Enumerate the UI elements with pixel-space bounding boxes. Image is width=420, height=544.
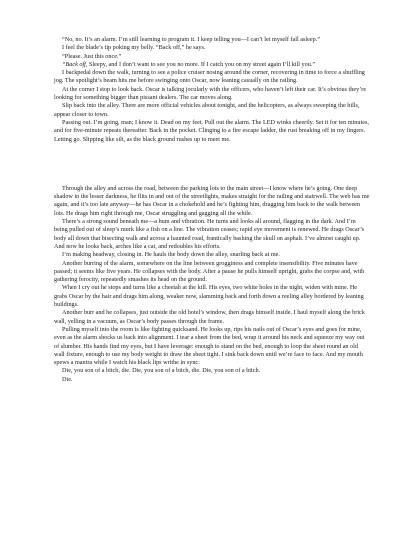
italic-phrase: “Back off xyxy=(62,60,86,68)
paragraph: Another burr and he collapses, just outside the old hotel’s window, then drags himself inside. I haul myself along the brick wall, yelling in a vacuum, as Oscar’s body passes through the frame. xyxy=(54,309,365,325)
paragraph: Passing out. I’m going, man; I know it. Dead on my feet. Pull out the alarm. The LED winks cheerily. Set it for ten minutes, and for five-minute repeats thereafter. Back in the pocket. Clinging to a fire escape ladder, the rust breaking off in my fingers. Letting go. Slipping like silt, as the black ground rushes up to meet me. xyxy=(54,118,369,143)
paragraph-with-italic xyxy=(54,61,370,69)
paragraph-rest: , Sleepy, and I don’t want to see you no more. If I catch you on my street again I’ll kill you.” xyxy=(85,60,316,68)
paragraph: Pulling myself into the room is like fighting quicksand. He looks up, rips his nails out of Oscar’s eyes and goes for mine, even as the alarm shocks us back into alignment. I tear a sheet from the bed, wrap it around his neck and squeeze my way out of slumber. His hands find my eyes, but I have leverage: enough to stand on the bed, enough to loop the sheet round an old wall fixture, enough to use my body weight to draw the sheet tight. I sink back down until we’re face to face. And my mouth spews a mantra while I watch his black lips writhe in sync: xyxy=(54,325,365,367)
paragraph: At the corner I stop to look back. Oscar is talking jocularly with the officers, who haven’t left their car. It’s obvious they’re looking for something bigger than pissant dealers. The car moves along. xyxy=(54,85,367,102)
paragraph: “No, no. It’s an alarm. I’m still learning to program it. I keep telling you—I can’t let myself fall asleep.” xyxy=(62,36,320,43)
section-one xyxy=(54,36,370,144)
paragraph: There’s a strong sound beneath me—a hum and vibration. He turns and looks all around, flagging in the dark. And I’m being pulled out of sleep’s murk like a fish on a line. The vibration ceases; rapid eye movement is renewed. He drags Oscar’s body all down that bisecting walk and across a haunted road, frantically bashing the skull on asphalt. I’ve almost caught up. And now he looks back, arches like a cat, and redoubles his efforts. xyxy=(54,218,365,250)
paragraph: I feel the blade’s tip poking my belly. “Back off,” he says. xyxy=(62,44,206,52)
paragraph: “Please. Just this once.” xyxy=(62,52,122,60)
document-page xyxy=(54,36,370,384)
paragraph: When I cry out he stops and turns like a cheetah at the kill. His eyes, two white holes in the night, widen with mine. He grabs Oscar by the hair and drags him along, weaker now, slamming back and forth down a reeling alley bordered by leaning buildings. xyxy=(54,284,364,309)
paragraph: Die, you son of a bitch, die. Die, you son of a bitch, die. Die, you son of a bitch. xyxy=(62,367,261,375)
paragraph: I backpedal down the walk, turning to see a police cruiser nosing around the corner, recovering in time to force a shuffling jog. The spotlight’s beam hits me before swinging onto Oscar, now leaning casually on the railing. xyxy=(54,69,365,85)
paragraph: Slip back into the alley. There are more official vehicles about tonight, and the helicopters, as always sweeping the hills, appear closer to town. xyxy=(54,102,360,118)
paragraph: Die. xyxy=(62,375,73,383)
paragraph: Another burring of the alarm, somewhere on the line between grogginess and complete insensibility. Five minutes have passed; it seems like five years. He collapses with the body. After a pause he pulls himself upright, grabs the corpse and, with gathering ferocity, repeatedly smashes its head on the ground. xyxy=(54,259,365,284)
paragraph: Through the alley and across the road, between the parking lots to the main street—I know where he’s going. One deep shadow in the lesser darkness, he flits in and out of the streetlights, makes straight for the railing and stairwell. The web has me again, and it’s too late anyway—he has Oscar in a chokehold and he’s fighting him, dragging him back to the walk between lots. He drags him right through me, Oscar struggling and gagging all the while. xyxy=(54,184,370,217)
italic-text: Back off xyxy=(65,60,86,68)
section-two xyxy=(54,185,370,384)
paragraph: I’m making headway, closing in. He hauls the body down the alley, snarling back at me. xyxy=(62,251,280,259)
section-break xyxy=(54,144,370,185)
